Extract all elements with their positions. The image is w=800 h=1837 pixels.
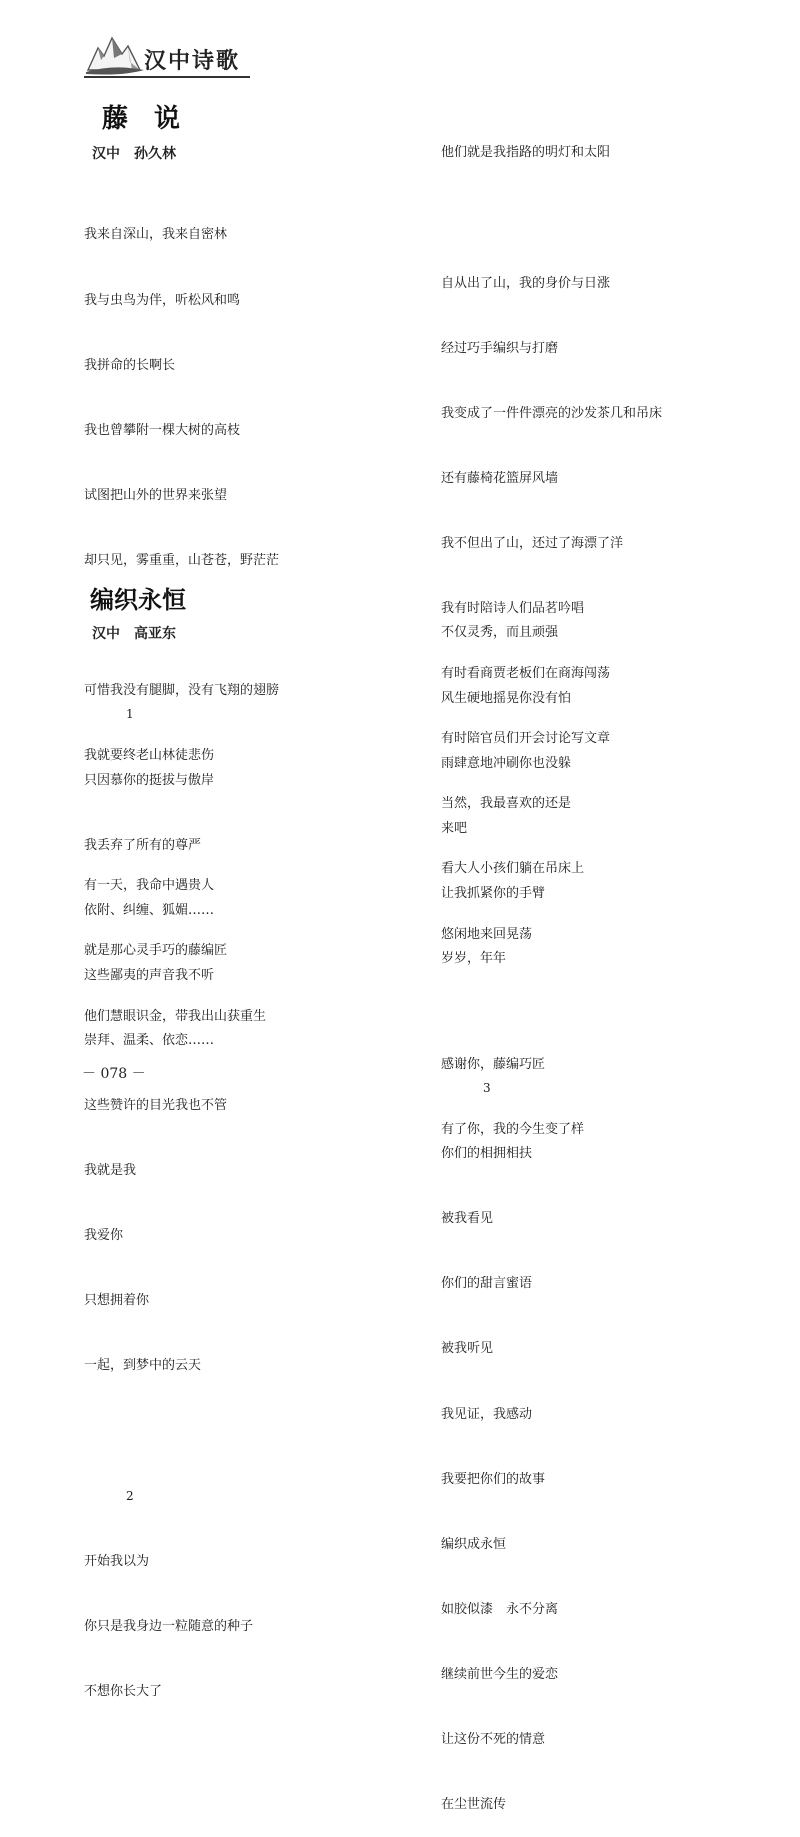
poem-line: 让我抓紧你的手臂 [441,885,546,901]
poem2-right-column [441,579,571,1837]
poem-line: 如胶似漆 永不分离 [441,1601,559,1617]
poem-line: 这些赞许的目光我也不管 [84,1097,228,1113]
poem-line: 我丢弃了所有的尊严 [84,837,202,853]
poem-line: 让这份不死的情意 [441,1732,546,1747]
poem-line: 悠闲地来回晃荡 [441,926,533,942]
poem-line: 雨肆意地冲刷你也没躲 [441,755,572,771]
poem2-left-column [84,661,253,1724]
poem-line: 还有藤椅花篮屏风墙 [441,470,559,486]
poem-line: 依附、纠缠、狐媚…… [84,902,215,918]
poem-line: 继续前世今生的爱恋 [441,1666,559,1682]
poem2-title: 编织永恒 [90,585,186,614]
poem-line: 风生硬地摇晃你没有怕 [441,690,572,706]
poem-line: 我来自深山，我来自密林 [84,227,228,243]
poem1-byline: 汉中 孙久林 [92,146,176,162]
poem-line: 我也曾攀附一棵大树的高枝 [84,422,241,438]
poem-line: 我与虫鸟为伴，听松风和鸣 [84,292,241,308]
stanza-number: 2 [126,1488,134,1503]
poem-line: 看大人小孩们躺在吊床上 [441,861,585,877]
poem-line: 当然，我最喜欢的还是 [441,796,572,812]
poem-line: 我要把你们的故事 [441,1471,546,1487]
poem-line: 来吧 [441,820,468,836]
poem-line: 被我听见 [441,1341,494,1357]
poem-line: 我见证，我感动 [441,1406,533,1422]
poem1-title: 藤 说 [102,104,181,134]
poem-line: 他们慧眼识金，带我出山获重生 [84,1008,267,1024]
poem-line: 我就是我 [84,1163,137,1179]
poem-line: 我就要终老山林徒悲伤 [84,748,215,764]
poem-line: 就是那心灵手巧的藤编匠 [84,943,228,959]
poem-line: 自从出了山，我的身价与日涨 [441,275,611,291]
poem-line: 被我看见 [441,1211,494,1227]
poem-line: 有时看商贾老板们在商海闯荡 [441,666,611,682]
stanza-gap [441,1013,571,1035]
poem-line: 只想拥着你 [84,1293,150,1309]
poem2-byline: 汉中 高亚东 [92,626,176,642]
poem-line: 一起，到梦中的云天 [84,1358,202,1374]
poem-line: 可惜我没有腿脚，没有飞翔的翅膀 [84,683,280,699]
poem-line: 岁岁，年年 [441,950,507,966]
poem-line: 我变成了一件件漂亮的沙发茶几和吊床 [441,405,663,421]
poem-line: 不仅灵秀，而且顽强 [441,625,559,641]
poem-line: 只因慕你的挺拔与傲岸 [84,772,215,788]
poem-line: 有了你，我的今生变了样 [441,1121,585,1137]
poem-line: 这些鄙夷的声音我不听 [84,967,215,983]
poem-line: 有时陪官员们开会讨论写文章 [441,731,611,747]
stanza-number: 1 [126,707,134,722]
header-rule [84,76,250,78]
mountain-logo-icon [84,30,146,78]
poem-line: 感谢你，藤编巧匠 [441,1056,546,1072]
poem-line: 编织成永恒 [441,1536,507,1552]
poem-line: 试图把山外的世界来张望 [84,487,228,503]
poem-line: 崇拜、温柔、依恋…… [84,1032,215,1048]
poem-line: 在尘世流传 [441,1797,507,1813]
poem-line: 我拼命的长啊长 [84,357,176,373]
section-title: 汉中诗歌 [144,49,241,74]
poem-line: 经过巧手编织与打磨 [441,340,559,356]
poem-line: 却只见，雾重重，山苍苍，野茫茫 [84,552,280,568]
poem-line: 你们的甜言蜜语 [441,1276,533,1292]
poem-line: 他们就是我指路的明灯和太阳 [441,145,611,161]
section-header [84,30,250,82]
stanza-gap [441,208,662,230]
poem-line: 我有时陪诗人们品茗吟唱 [441,601,585,617]
page-number: － 078 － [82,1066,146,1082]
poem-line: 我爱你 [84,1228,124,1244]
stanza-number: 3 [483,1081,491,1096]
poem-line: 开始我以为 [84,1553,150,1569]
poem-line: 不想你长大了 [84,1683,163,1699]
poem-line: 有一天，我命中遇贵人 [84,878,215,894]
stanza-gap [84,1420,253,1442]
poem-line: 你们的相拥相扶 [441,1146,533,1162]
poem-line: 你只是我身边一粒随意的种子 [84,1618,254,1634]
poem-line: 我不但出了山，还过了海漂了洋 [441,535,624,551]
